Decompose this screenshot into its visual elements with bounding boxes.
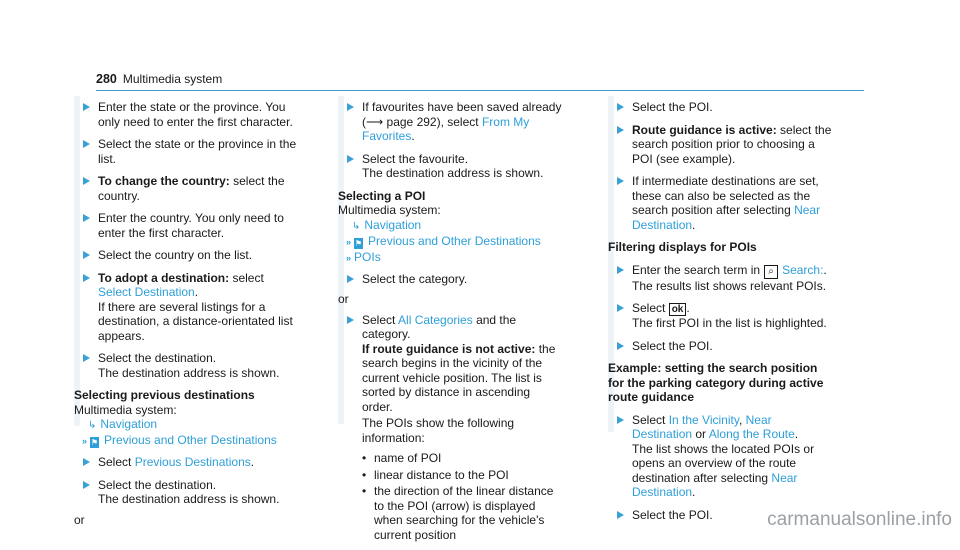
step: Select the POI. xyxy=(608,508,832,523)
step: Select the POI. xyxy=(608,339,832,354)
step-arrow-icon xyxy=(347,316,354,324)
section-heading: Filtering displays for POIs xyxy=(608,240,757,254)
step-arrow-icon xyxy=(83,177,90,185)
step: If favourites have been saved already (⟶ page 292), select From My Favorites. xyxy=(338,100,562,144)
menu-path: ↳ Navigation » ⚑ Previous and Other Destinations xyxy=(82,417,277,447)
step-arrow-icon xyxy=(83,274,90,282)
step: Select the POI. xyxy=(608,100,832,115)
section-heading: Selecting previous destinations xyxy=(74,388,255,402)
step-arrow-icon xyxy=(83,458,90,466)
step-arrow-icon xyxy=(83,140,90,148)
step: If intermediate destinations are set, these can also be selected as the search position after selecting Near Destination. xyxy=(608,174,832,232)
step-arrow-icon xyxy=(83,354,90,362)
header-rule xyxy=(96,90,864,91)
step: Select the state or the province in the list. xyxy=(74,137,298,166)
step-arrow-icon xyxy=(617,511,624,519)
step-arrow-icon xyxy=(617,177,624,185)
watermark: carmanualsonline.info xyxy=(767,508,952,530)
step-arrow-icon xyxy=(83,251,90,259)
step-arrow-icon xyxy=(617,266,624,274)
step: Select All Categories and the category. If route guidance is not active: the search begins in the vicinity of the current vehicle position. The list is sorted by distance in ascending order. The POIs show the following information: • name of POI • linear distance to the POI • the direction of the linear distance to the POI (arrow) is displayed when searching for the vehicle's current position xyxy=(338,313,562,543)
list-item: • linear distance to the POI xyxy=(362,468,562,483)
step: Select In the Vicinity, Near Destination or Along the Route. The list shows the located POIs or opens an overview of the route destination after selecting Near Destination. xyxy=(608,413,832,500)
step-arrow-icon xyxy=(347,155,354,163)
step: Select the favourite. The destination address is shown. xyxy=(338,152,562,181)
column-3 xyxy=(608,100,832,530)
section-heading: Selecting a POI xyxy=(338,188,426,203)
step: To adopt a destination: select Select Destination. If there are several listings for a destination, a distance-orientated list appears. xyxy=(74,271,298,344)
step-arrow-icon xyxy=(83,481,90,489)
step-arrow-icon xyxy=(617,126,624,134)
submenu-icon: ↳ xyxy=(352,220,361,232)
double-chevron-icon: » xyxy=(82,436,88,446)
step: Enter the country. You only need to enter the first character. xyxy=(74,211,298,240)
select-destination-link: Select Destination xyxy=(98,285,195,299)
step-arrow-icon xyxy=(617,342,624,350)
ok-icon: ok xyxy=(669,303,687,316)
step: Select the category. xyxy=(338,272,562,287)
step: Select Previous Destinations. xyxy=(74,455,298,470)
page-header xyxy=(96,72,222,88)
step: Select the destination. The destination address is shown. xyxy=(74,351,298,380)
step-arrow-icon xyxy=(617,103,624,111)
step-arrow-icon xyxy=(83,103,90,111)
step: Enter the state or the province. You only need to enter the first character. xyxy=(74,100,298,129)
step: Route guidance is active: select the search position prior to choosing a POI (see example). xyxy=(608,123,832,167)
menu-path: ↳ Navigation » ⚑ Previous and Other Destinations » POIs xyxy=(346,217,541,264)
page-title: Multimedia system xyxy=(122,72,223,86)
or-label: or xyxy=(338,292,349,306)
system-label: Multimedia system: xyxy=(74,402,177,417)
step: Select ok . The first POI in the list is highlighted. xyxy=(608,301,832,331)
double-chevron-icon: » xyxy=(346,252,352,263)
step-arrow-icon xyxy=(347,275,354,283)
section-heading: Example: setting the search position for the parking category during active route guidance xyxy=(608,361,824,404)
double-chevron-icon: » xyxy=(346,236,352,247)
step: Select the destination. The destination address is shown. xyxy=(74,478,298,507)
step-arrow-icon xyxy=(347,103,354,111)
submenu-icon: ↳ xyxy=(88,420,97,431)
system-label: Multimedia system: xyxy=(338,203,441,217)
step-arrow-icon xyxy=(83,214,90,222)
step: Enter the search term in ⌕ Search:. The results list shows relevant POIs. xyxy=(608,263,832,294)
step-arrow-icon xyxy=(617,416,624,424)
page-number: 280 xyxy=(96,72,117,86)
page-ref-arrow-icon: ⟶ xyxy=(366,114,384,129)
step: To change the country: select the country. xyxy=(74,174,298,203)
poi-info-list xyxy=(362,451,562,542)
flag-icon: ⚑ xyxy=(354,238,363,248)
list-item: • the direction of the linear distance to the POI (arrow) is displayed when searching for the vehicle's current position xyxy=(362,484,562,542)
step: Select the country on the list. xyxy=(74,248,298,263)
column-2 xyxy=(338,100,562,550)
search-icon: ⌕ xyxy=(764,265,778,279)
list-item: • name of POI xyxy=(362,451,562,466)
or-label: or xyxy=(74,512,85,527)
step-arrow-icon xyxy=(617,304,624,312)
flag-icon: ⚑ xyxy=(90,438,99,447)
column-1 xyxy=(74,100,298,533)
